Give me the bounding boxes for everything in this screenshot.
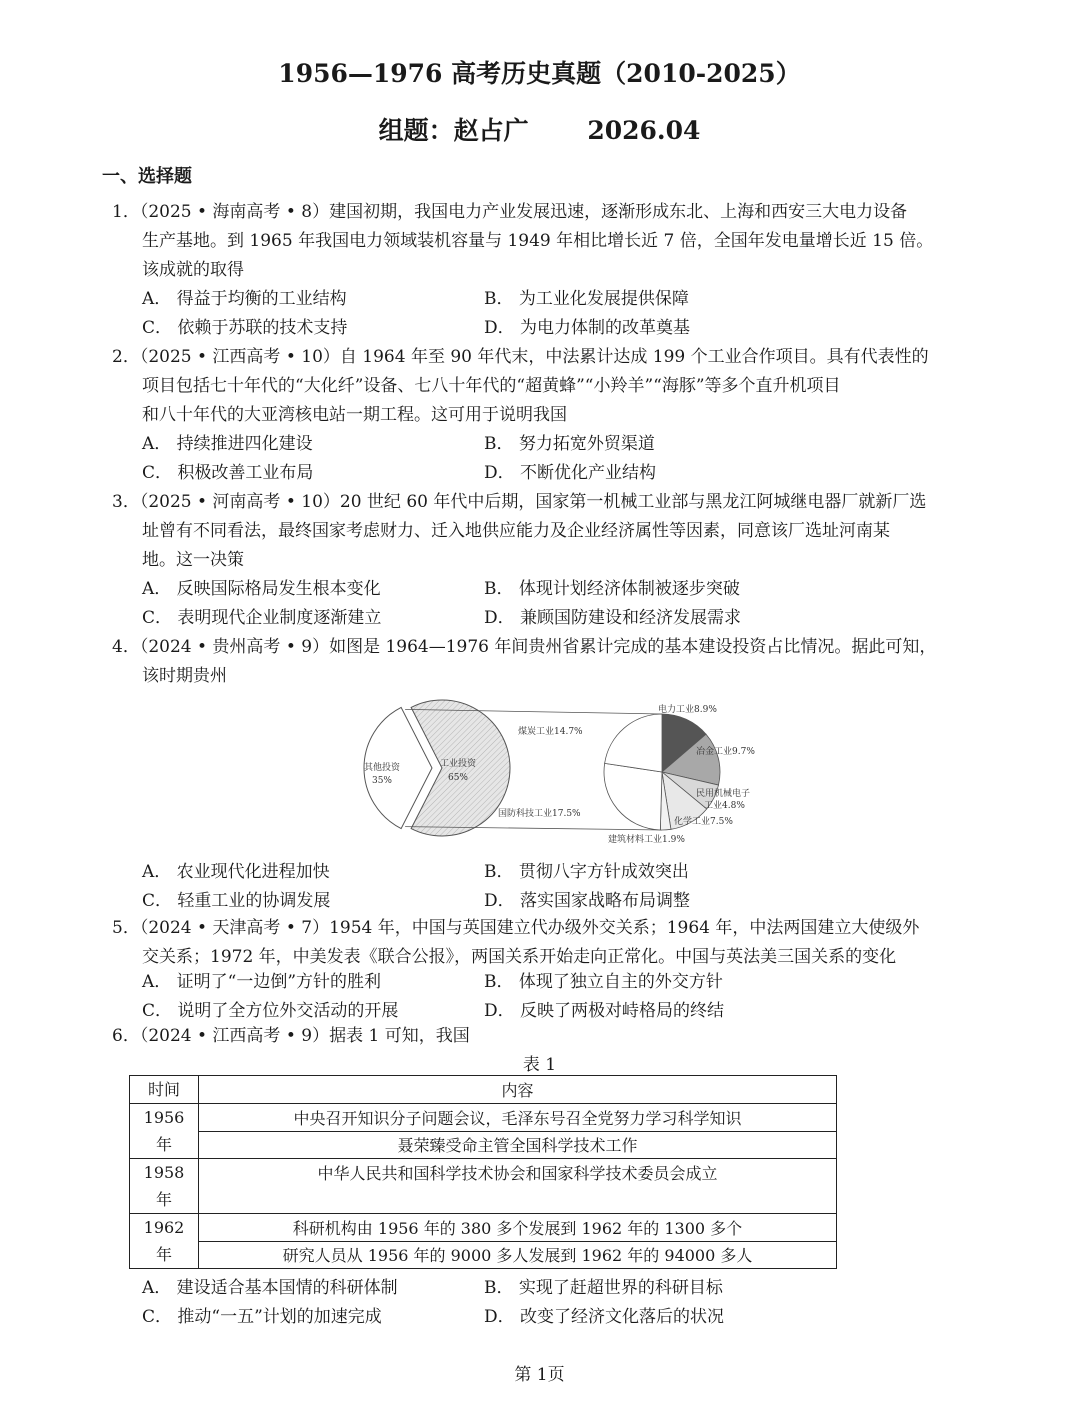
label-metallurgy: 冶金工业9.7% [696,747,755,757]
content-cell: 聂荣臻受命主管全国科学技术工作 [199,1131,837,1159]
question-line: 和八十年代的大亚湾核电站一期工程。这可用于说明我国 [142,405,567,425]
page-title: 1956—1976 高考历史真题（2010-2025） [278,59,801,88]
options-2 [142,430,982,488]
option-a: A． 证明了“一边倒”方针的胜利 [142,972,382,992]
option-d: D． 兼顾国防建设和经济发展需求 [484,608,742,628]
option-b: B． 体现计划经济体制被逐步突破 [484,579,740,599]
option-d: D． 不断优化产业结构 [484,463,657,483]
label-coal: 煤炭工业14.7% [518,727,583,737]
option-b: B． 体现了独立自主的外交方针 [484,972,723,992]
option-b: B． 贯彻八字方针成效突出 [484,862,689,882]
option-a: A． 持续推进四化建设 [142,434,313,454]
option-c: C． 依赖于苏联的技术支持 [142,318,348,338]
option-b: B． 为工业化发展提供保障 [484,289,689,309]
content-cell: 研究人员从 1956 年的 9000 多人发展到 1962 年的 94000 多人 [199,1241,837,1269]
question-line: 1．（2025 • 海南高考 • 8）建国初期，我国电力产业发展迅速，逐渐形成东北、上海和西安三大电力设备 [112,202,908,222]
page-subtitle: 组题：赵占广 2026.04 [378,116,701,145]
label-industrial-investment: 工业投资 [439,759,477,769]
option-a: A． 农业现代化进程加快 [142,862,330,882]
question-1 [112,198,982,285]
label-other-investment-pct: 35% [371,776,393,786]
question-line: 该时期贵州 [142,666,227,686]
content-cell: 科研机构由 1956 年的 380 多个发展到 1962 年的 1300 多个 [199,1214,837,1242]
option-d: D． 改变了经济文化落后的状况 [484,1307,725,1327]
question-line: 5．（2024 • 天津高考 • 7）1954 年，中国与英国建立代办级外交关系；1964 年，中法两国建立大使级外 [112,918,920,938]
table-row [130,1214,837,1242]
label-machinery: 民用机械电子 [696,789,751,799]
option-b: B． 实现了赶超世界的科研目标 [484,1278,723,1298]
table-row [130,1241,837,1269]
label-chemical: 化学工业7.5% [674,817,733,827]
label-defense: 国防科技工业17.5% [498,809,581,819]
question-line: 3．（2025 • 河南高考 • 10）20 世纪 60 年代中后期，国家第一机械工业部与黑龙江阿城继电器厂就新厂选 [112,492,927,512]
slice-煤炭工业 [605,714,662,772]
table-caption: 表 1 [522,1055,557,1075]
label-industrial-investment-pct: 65% [447,773,469,783]
question-6 [112,1022,982,1051]
option-d: D． 反映了两极对峙格局的终结 [484,1001,725,1021]
question-line: 项目包括七十年代的“大化纤”设备、七八十年代的“超黄蜂”“小羚羊”“海豚”等多个直升机项目 [142,376,841,396]
question-line: 生产基地。到 1965 年我国电力领域装机容量与 1949 年相比增长近 7 倍，全国年发电量增长近 15 倍。 [142,231,934,251]
label-machinery-pct: 工业4.8% [704,801,745,811]
option-b: B． 努力拓宽外贸渠道 [484,434,655,454]
option-c: C． 推动“一五”计划的加速完成 [142,1307,382,1327]
question-2 [112,343,982,430]
header-time: 时间 [130,1076,199,1104]
investment-pie-chart [340,692,800,850]
question-line: 该成就的取得 [142,260,244,280]
year-cell: 1958 年 [130,1159,199,1214]
question-line: 地。这一决策 [142,550,244,570]
options-6 [142,1274,982,1332]
label-other-investment: 其他投资 [363,763,401,773]
slice-国防科技工业 [604,763,662,830]
table-header-row [130,1076,837,1104]
question-line: 4．（2024 • 贵州高考 • 9）如图是 1964—1976 年间贵州省累计完成的基本建设投资占比情况。据此可知， [112,637,937,657]
section-heading: 一、选择题 [102,166,192,187]
year-cell: 1956 年 [130,1104,199,1159]
options-1 [142,285,982,343]
option-d: D． 为电力体制的改革奠基 [484,318,691,338]
question-line: 2．（2025 • 江西高考 • 10）自 1964 年至 90 年代末，中法累计达成 199 个工业合作项目。具有代表性的 [112,347,929,367]
label-electric-power: 电力工业8.9% [658,705,717,715]
question-5 [112,914,982,972]
option-a: A． 得益于均衡的工业结构 [142,289,347,309]
question-4 [112,633,982,691]
option-a: A． 建设适合基本国情的科研体制 [142,1278,398,1298]
header-content: 内容 [199,1076,837,1104]
option-c: C． 积极改善工业布局 [142,463,314,483]
page-number: 第 1页 [514,1365,565,1385]
question-3 [112,488,982,575]
question-line: 6．（2024 • 江西高考 • 9）据表 1 可知，我国 [112,1026,470,1046]
data-table [129,1075,837,1269]
option-c: C． 表明现代企业制度逐渐建立 [142,608,382,628]
option-c: C． 说明了全方位外交活动的开展 [142,1001,399,1021]
question-line: 交关系；1972 年，中美发表《联合公报》，两国关系开始走向正常化。中国与英法美三国关系的变化 [142,947,897,967]
question-line: 址曾有不同看法，最终国家考虑财力、迁入地供应能力及企业经济属性等因素，同意该厂选址河南某 [142,521,890,541]
options-3 [142,575,982,633]
label-building-materials: 建筑材料工业1.9% [608,835,685,845]
content-cell: 中华人民共和国科学技术协会和国家科学技术委员会成立 [199,1159,837,1214]
table-row [130,1131,837,1159]
year-cell: 1962 年 [130,1214,199,1269]
content-cell: 中央召开知识分子问题会议，毛泽东号召全党努力学习科学知识 [199,1104,837,1132]
option-a: A． 反映国际格局发生根本变化 [142,579,381,599]
option-c: C． 轻重工业的协调发展 [142,891,331,911]
option-d: D． 落实国家战略布局调整 [484,891,691,911]
table-row [130,1104,837,1132]
options-4 [142,858,982,916]
options-5 [142,968,982,1026]
